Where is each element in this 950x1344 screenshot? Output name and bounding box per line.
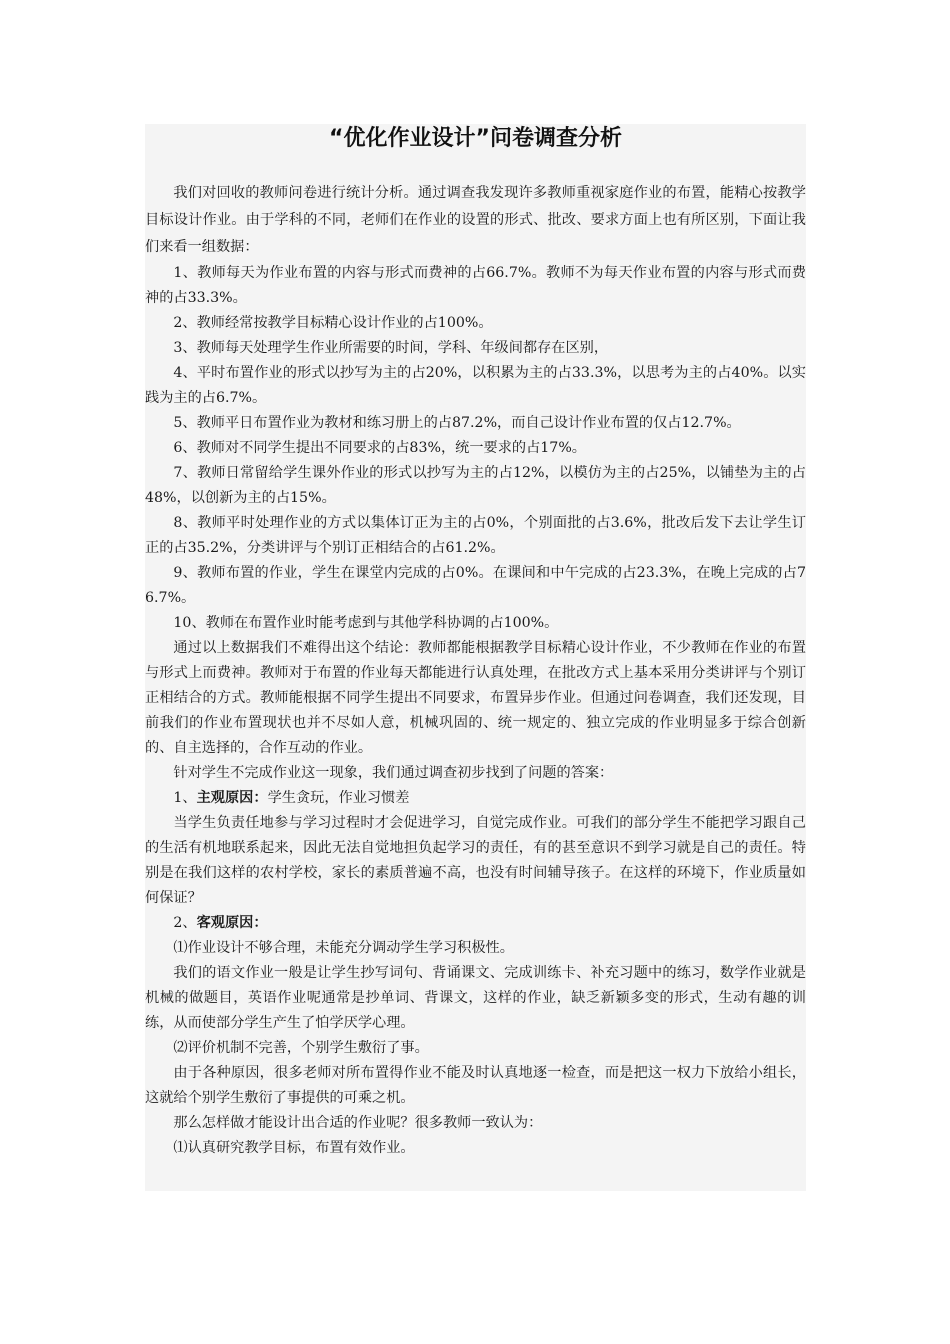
subjective-number: 1、 [173,790,197,806]
data-item-6: 6、教师对不同学生提出不同要求的占83%，统一要求的占17%。 [173,440,586,456]
subjective-reason-heading [145,786,806,811]
question-paragraph: 针对学生不完成作业这一现象，我们通过调查初步找到了问题的答案： [173,765,614,781]
closing-point: ⑴认真研究教学目标，布置有效作业。 [173,1140,415,1156]
data-item-7: 7、教师日常留给学生课外作业的形式以抄写为主的占12%，以模仿为主的占25%，以铺垫为主的占48%，以创新为主的占15%。 [145,465,806,506]
objective-point-2: ⑵评价机制不完善，个别学生敷衍了事。 [173,1040,429,1056]
document-body [145,180,806,1161]
objective-heading: 客观原因： [196,915,268,931]
objective-number: 2、 [173,915,197,931]
subjective-heading: 主观原因： [196,790,268,806]
closing-question: 那么怎样做才能设计出合适的作业呢？很多教师一致认为： [173,1115,543,1131]
data-item-3: 3、教师每天处理学生作业所需要的时间，学科、年级间都存在区别， [173,340,609,356]
intro-paragraph: 我们对回收的教师问卷进行统计分析。通过调查我发现许多教师重视家庭作业的布置，能精心按教学目标设计作业。由于学科的不同，老师们在作业的设置的形式、批改、要求方面上也有所区别，下面让我们来看一组数据： [145,185,806,255]
subjective-reason-text: 当学生负责任地参与学习过程时才会促进学习，自觉完成作业。可我们的部分学生不能把学习跟自己的生活有机地联系起来，因此无法自觉地担负起学习的责任，有的甚至意识不到学习就是自己的责任。特别是在我们这样的农村学校，家长的素质普遍不高，也没有时间辅导孩子。在这样的环境下，作业质量如何保证？ [145,815,806,906]
data-item-10: 10、教师在布置作业时能考虑到与其他学科协调的占100%。 [173,615,559,631]
objective-reason-heading [145,911,806,936]
data-item-5: 5、教师平日布置作业为教材和练习册上的占87.2%，而自己设计作业布置的仅占12.7%。 [173,415,741,431]
objective-point-1-text: 我们的语文作业一般是让学生抄写词句、背诵课文、完成训练卡、补充习题中的练习，数学作业就是机械的做题目，英语作业呢通常是抄单词、背课文，这样的作业，缺乏新颖多变的形式，生动有趣的训练，从而使部分学生产生了怕学厌学心理。 [145,965,806,1031]
data-item-2: 2、教师经常按教学目标精心设计作业的占100%。 [173,315,493,331]
objective-point-1: ⑴作业设计不够合理，未能充分调动学生学习积极性。 [173,940,514,956]
document-title: “优化作业设计”问卷调查分析 [329,126,622,151]
data-item-4: 4、平时布置作业的形式以抄写为主的占20%，以积累为主的占33.3%，以思考为主的占40%。以实践为主的占6.7%。 [145,365,806,406]
data-item-8: 8、教师平时处理作业的方式以集体订正为主的占0%，个别面批的占3.6%，批改后发下去让学生订正的占35.2%，分类讲评与个别订正相结合的占61.2%。 [145,515,806,556]
subjective-summary: 学生贪玩，作业习惯差 [267,790,410,806]
data-item-1: 1、教师每天为作业布置的内容与形式而费神的占66.7%。教师不为每天作业布置的内容与形式而费神的占33.3%。 [145,265,806,306]
conclusion-paragraph: 通过以上数据我们不难得出这个结论：教师都能根据教学目标精心设计作业，不少教师在作业的布置与形式上而费神。教师对于布置的作业每天都能进行认真处理，在批改方式上基本采用分类讲评与个别订正相结合的方式。教师能根据不同学生提出不同要求，布置异步作业。但通过问卷调查，我们还发现，目前我们的作业布置现状也并不尽如人意，机械巩固的、统一规定的、独立完成的作业明显多于综合创新的、自主选择的，合作互动的作业。 [145,640,806,756]
objective-point-2-text: 由于各种原因，很多老师对所布置得作业不能及时认真地逐一检查，而是把这一权力下放给小组长，这就给个别学生敷衍了事提供的可乘之机。 [145,1065,806,1106]
data-item-9: 9、教师布置的作业，学生在课堂内完成的占0%。在课间和中午完成的占23.3%，在晚上完成的占76.7%。 [145,565,806,606]
